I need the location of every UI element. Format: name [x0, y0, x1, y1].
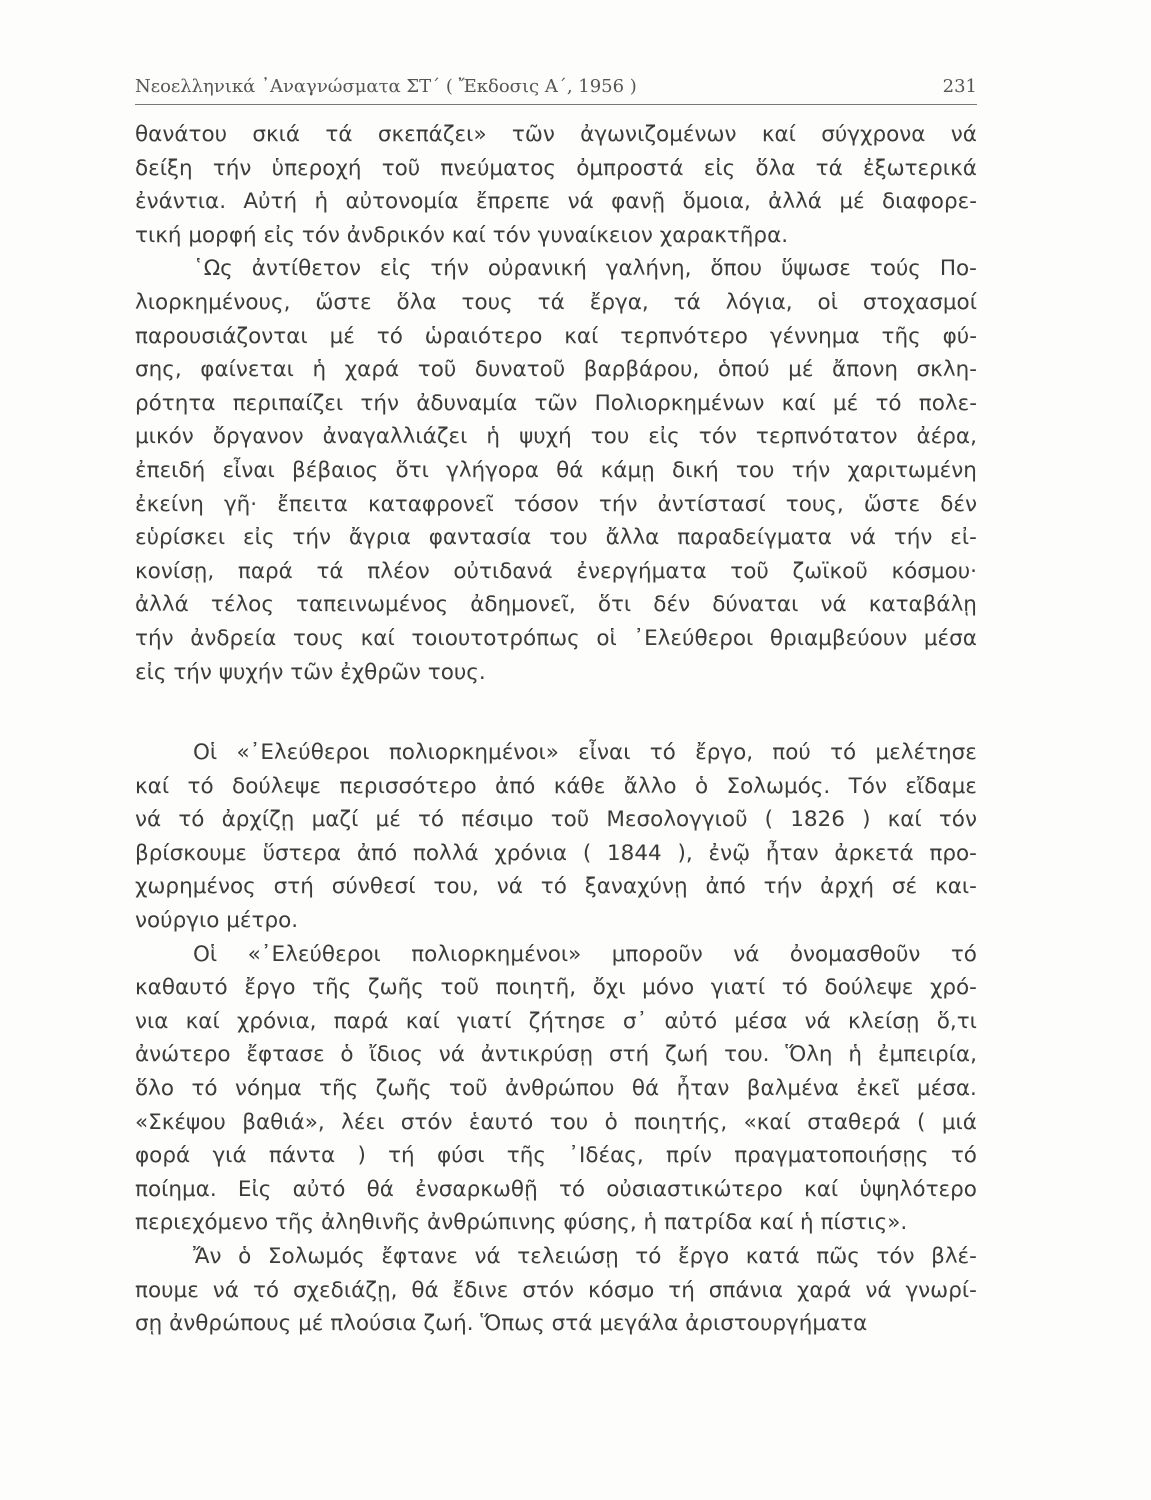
text-line: ἀνώτερο ἔφτασε ὁ ἴδιος νά ἀντικρύσῃ στή ζωή του. Ὅλη ἡ ἐμπειρία,	[135, 1042, 977, 1068]
text-line: θανάτου σκιά τά σκεπάζει» τῶν ἀγωνιζομένων καί σύγχρονα νά	[135, 122, 977, 147]
text-line: φορά γιά πάντα ) τή φύσι τῆς ᾿Ιδέας, πρίν πραγματοποιήσῃς τό	[135, 1143, 977, 1169]
text-line: Οἱ «᾿Ελεύθεροι πολιορκημένοι» μποροῦν νά ὀνομασθοῦν τό	[193, 941, 977, 967]
text-line: ἐνάντια. Αὐτή ἡ αὐτονομία ἔπρεπε νά φανῇ ὅμοια, ἀλλά μέ διαφορε-	[135, 189, 977, 215]
paragraph	[135, 118, 977, 252]
text-line: νια καί χρόνια, παρά καί γιατί ζήτησε σ᾿ αὐτό μέσα νά κλείσῃ ὅ,τι	[135, 1008, 977, 1034]
text-line: τική μορφή εἰς τόν ἀνδρικόν καί τόν γυναίκειον χαρακτῆρα.	[135, 222, 789, 248]
text-line: χωρημένος στή σύνθεσί του, νά τό ξαναχύνῃ ἀπό τήν ἀρχή σέ και-	[135, 874, 977, 900]
text-line: Ἄν ὁ Σολωμός ἔφτανε νά τελειώσῃ τό ἔργο κατά πῶς τόν βλέ-	[193, 1244, 977, 1269]
text-line: ὅλο τό νόημα τῆς ζωῆς τοῦ ἀνθρώπου θά ἦταν βαλμένα ἐκεῖ μέσα.	[135, 1076, 977, 1102]
text-line: περιεχόμενο τῆς ἀληθινῆς ἀνθρώπινης φύσης, ἡ πατρίδα καί ἡ πίστις».	[135, 1210, 908, 1236]
text-line: σης, φαίνεται ἡ χαρά τοῦ δυνατοῦ βαρβάρου, ὁπού μέ ἄπονη σκλη-	[135, 357, 977, 383]
paragraph	[135, 938, 977, 1240]
text-line: νά τό ἀρχίζῃ μαζί μέ τό πέσιμο τοῦ Μεσολογγιοῦ ( 1826 ) καί τόν	[135, 807, 977, 833]
text-line: ποίημα. Εἰς αὐτό θά ἐνσαρκωθῇ τό οὐσιαστικώτερο καί ὑψηλότερο	[135, 1176, 977, 1202]
paragraph	[135, 252, 977, 689]
text-line: καθαυτό ἔργο τῆς ζωῆς τοῦ ποιητῆ, ὄχι μόνο γιατί τό δούλεψε χρό-	[135, 975, 977, 1001]
text-line: λιορκημένους, ὥστε ὅλα τους τά ἔργα, τά λόγια, οἱ στοχασμοί	[135, 289, 977, 315]
text-line: νούργιο μέτρο.	[135, 908, 299, 934]
text-line: εὑρίσκει εἰς τήν ἄγρια φαντασία του ἄλλα παραδείγματα νά τήν εἰ-	[135, 525, 977, 551]
text-line: Οἱ «᾿Ελεύθεροι πολιορκημένοι» εἶναι τό ἔργο, πού τό μελέτησε	[193, 740, 977, 766]
body-text	[135, 118, 977, 1341]
text-line: κονίσῃ, παρά τά πλέον οὐτιδανά ἐνεργήματα τοῦ ζωϊκοῦ κόσμου·	[135, 558, 977, 584]
text-line: καί τό δούλεψε περισσότερο ἀπό κάθε ἄλλο ὁ Σολωμός. Τόν εἴδαμε	[135, 773, 977, 799]
running-header	[135, 74, 977, 105]
text-line: μικόν ὄργανον ἀναγαλλιάζει ἡ ψυχή του εἰς τόν τερπνότατον ἀέρα,	[135, 424, 977, 450]
text-line: βρίσκουμε ὕστερα ἀπό πολλά χρόνια ( 1844 ), ἐνῷ ἦταν ἀρκετά προ-	[135, 840, 977, 866]
text-line: ῾Ως ἀντίθετον εἰς τήν οὐρανική γαλήνη, ὅπου ὕψωσε τούς Πο-	[193, 256, 977, 282]
text-line: εἰς τήν ψυχήν τῶν ἐχθρῶν τους.	[135, 659, 486, 685]
page-number: 231	[942, 76, 977, 97]
text-line: πουμε νά τό σχεδιάζῃ, θά ἔδινε στόν κόσμο τή σπάνια χαρά νά γνωρί-	[135, 1277, 977, 1303]
text-line: «Σκέψου βαθιά», λέει στόν ἑαυτό του ὁ ποιητής, «καί σταθερά ( μιά	[135, 1109, 977, 1135]
text-line: τήν ἀνδρεία τους καί τοιουτοτρόπως οἱ ᾿Ελεύθεροι θριαμβεύουν μέσα	[135, 625, 977, 651]
paragraph	[135, 736, 977, 938]
text-line: ἐπειδή εἶναι βέβαιος ὅτι γλήγορα θά κάμῃ δική του τήν χαριτωμένη	[135, 457, 977, 483]
text-line: σῃ ἀνθρώπους μέ πλούσια ζωή. Ὅπως στά μεγάλα ἀριστουργήματα	[135, 1311, 868, 1337]
text-line: ἀλλά τέλος ταπεινωμένος ἀδημονεῖ, ὅτι δέν δύναται νά καταβάλῃ	[135, 592, 977, 618]
paragraph	[135, 1240, 977, 1341]
paragraph-gap	[135, 689, 977, 736]
text-line: ρότητα περιπαίζει τήν ἀδυναμία τῶν Πολιορκημένων καί μέ τό πολε-	[135, 390, 977, 416]
text-line: δείξη τήν ὑπεροχή τοῦ πνεύματος ὀμπροστά εἰς ὅλα τά ἐξωτερικά	[135, 155, 977, 181]
header-title: Νεοελληνικά ᾿Αναγνώσματα ΣΤ΄ ( Ἔκδοσις Α΄, 1956 )	[135, 76, 637, 97]
text-line: ἐκείνη γῆ· ἔπειτα καταφρονεῖ τόσον τήν ἀντίστασί τους, ὥστε δέν	[135, 491, 977, 517]
text-line: παρουσιάζονται μέ τό ὡραιότερο καί τερπνότερο γέννημα τῆς φύ-	[135, 323, 977, 349]
